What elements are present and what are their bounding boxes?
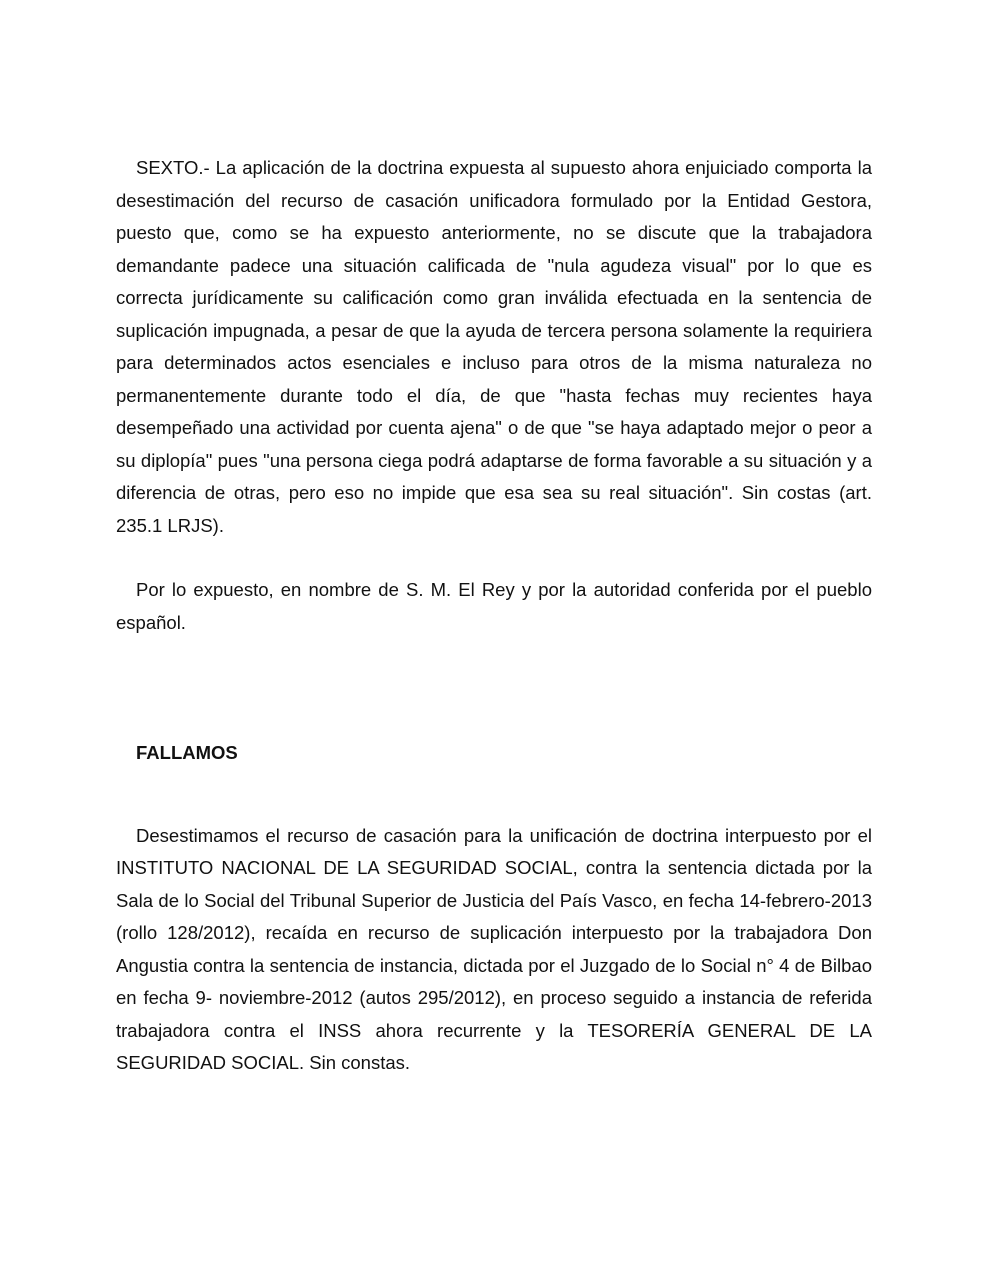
heading-spacer-bottom — [116, 770, 872, 820]
heading-fallamos: FALLAMOS — [136, 742, 238, 763]
heading-spacer-top — [116, 639, 872, 737]
paragraph-por-lo-expuesto: Por lo expuesto, en nombre de S. M. El Rey y por la autoridad conferida por el pueblo español. — [116, 579, 872, 633]
paragraph-sexto: SEXTO.- La aplicación de la doctrina expuesta al supuesto ahora enjuiciado comporta la desestimación del recurso de casación unificadora formulado por la Entidad Gestora, puesto que, como se ha expuesto anteriormente, no se discute que la trabajadora demandante padece una situación calificada de "nula agudeza visual" por lo que es correcta jurídicamente su calificación como gran inválida efectuada en la sentencia de suplicación impugnada, a pesar de que la ayuda de tercera persona solamente la requiriera para determinados actos esenciales e incluso para otros de la misma naturaleza no permanentemente durante todo el día, de que "hasta fechas muy recientes haya desempeñado una actividad por cuenta ajena" o de que "se haya adaptado mejor o peor a su diplopía" pues "una persona ciega podrá adaptarse de forma favorable a su situación y a diferencia de otras, pero eso no impide que esa sea su real situación". Sin costas (art. 235.1 LRJS). — [116, 157, 872, 536]
paragraph-spacer — [116, 542, 872, 574]
paragraph-fallo: Desestimamos el recurso de casación para la unificación de doctrina interpuesto por el INSTITUTO NACIONAL DE LA SEGURIDAD SOCIAL, contra la sentencia dictada por la Sala de lo Social del Tribunal Superior de Justicia del País Vasco, en fecha 14-febrero-2013 (rollo 128/2012), recaída en recurso de suplicación interpuesto por la trabajadora Don Angustia contra la sentencia de instancia, dictada por el Juzgado de lo Social n° 4 de Bilbao en fecha 9- noviembre-2012 (autos 295/2012), en proceso seguido a instancia de referida trabajadora contra el INSS ahora recurrente y la TESORERÍA GENERAL DE LA SEGURIDAD SOCIAL. Sin constas. — [116, 824, 872, 1073]
document-page — [116, 152, 872, 1080]
